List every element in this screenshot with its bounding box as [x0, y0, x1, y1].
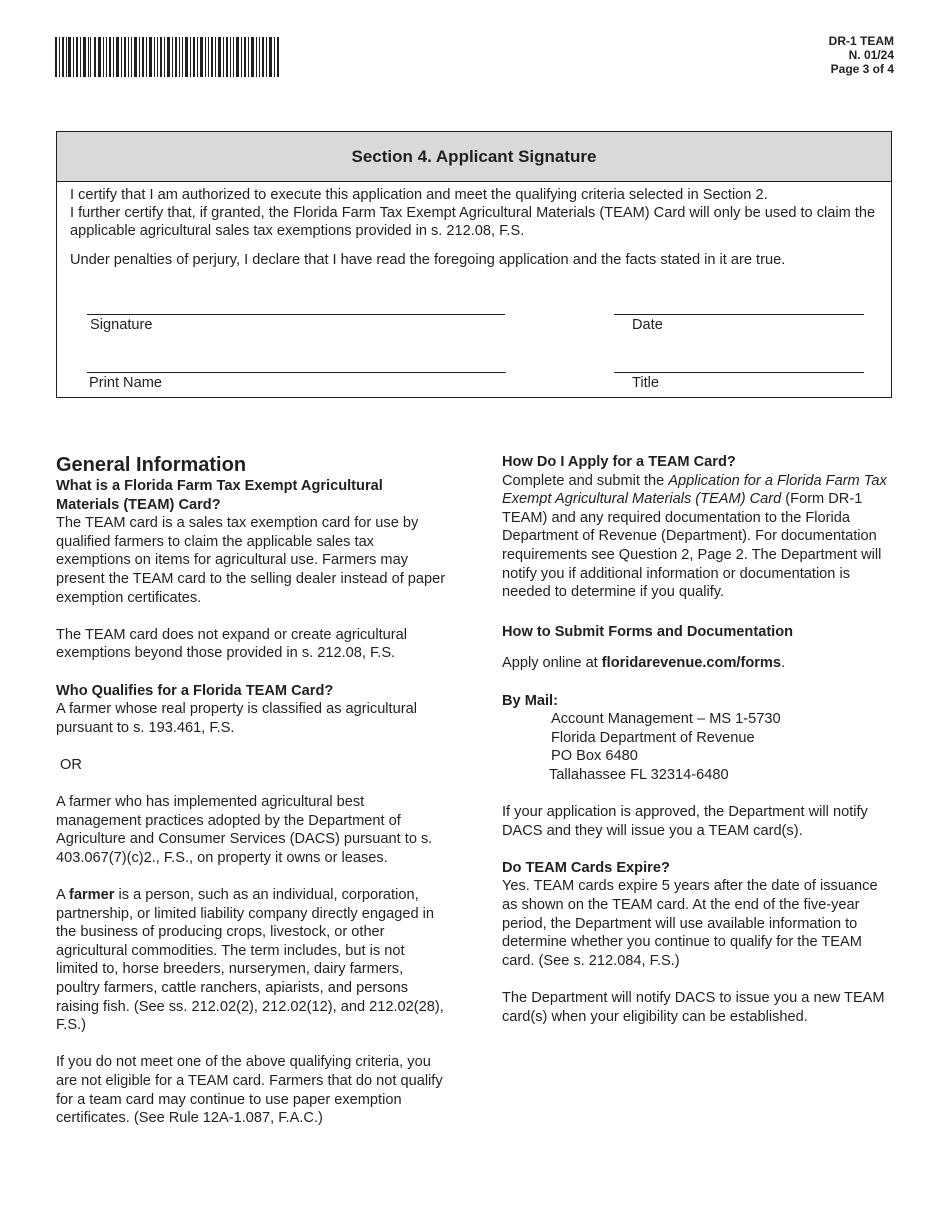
answer-how-to-apply: Complete and submit the Application for a Florida Farm Tax Exempt Agricultural Materials (TEAM) Card (Form DR-1 TEAM) and any required documentation to the Florida Department of Revenue (Department). For documentation requirements see Question 2, Page 2. The Department will notify you if additional information or documentation is needed to determine if you qualify.: [502, 472, 887, 601]
qualify-criterion-2: A farmer who has implemented agricultural best management practices adopted by the Department of Agriculture and Consumer Services (DACS) pursuant to s. 403.067(7)(c)2., F.S., on property it owns or leases.: [56, 794, 433, 866]
perjury-statement: Under penalties of perjury, I declare that I have read the foregoing application and the facts stated in it are true.: [70, 252, 786, 268]
date-field[interactable]: [614, 314, 864, 315]
signature-label: Signature: [90, 317, 153, 333]
question-cards-expire: Do TEAM Cards Expire?: [502, 859, 670, 876]
address-line-2: Florida Department of Revenue: [551, 729, 755, 746]
answer-what-is-team-card: The TEAM card is a sales tax exemption card for use by qualified farmers to claim the applicable sales tax exemptions on items for agricultural use. Farmers may present the TEAM card to the selling dealer instead of paper exemption certificates.: [56, 515, 446, 606]
qualify-criterion-1: A farmer whose real property is classified as agricultural pursuant to s. 193.461, F.S.: [56, 701, 417, 736]
farmer-definition: A farmer is a person, such as an individual, corporation, partnership, or limited liability company directly engaged in the business of producing crops, livestock, or other agricultural commodities. The term includes, but is not limited to, horse breeders, nurserymen, dairy farmers, poultry farmers, cattle ranchers, apiarists, and persons raising fish. (See ss. 212.02(2), 212.02(12), and 212.02(28), F.S.): [56, 887, 444, 1034]
approved-note: If your application is approved, the Department will notify DACS and they will issue you a TEAM card(s).: [502, 804, 868, 839]
form-code: DR-1 TEAM: [828, 34, 894, 48]
section-4-title: Section 4. Applicant Signature: [57, 132, 891, 182]
floridarevenue-link[interactable]: floridarevenue.com/forms: [601, 655, 782, 672]
title-field[interactable]: [614, 372, 864, 373]
mailing-address: [502, 710, 896, 784]
address-line-3: PO Box 6480: [551, 748, 638, 765]
question-how-to-submit: How to Submit Forms and Documentation: [502, 623, 794, 640]
application-title: Application for a Florida Farm Tax Exempt Agricultural Materials (TEAM) Card: [502, 472, 887, 508]
certification-line-2: I further certify that, if granted, the Florida Farm Tax Exempt Agricultural Materials (TEAM) Card will only be used to claim the applicable agricultural sales tax exemptions provided in s. 212.08, F.S.: [70, 205, 876, 239]
form-identifier: [829, 34, 894, 76]
question-how-to-apply: How Do I Apply for a TEAM Card?: [502, 454, 736, 470]
farmer-term: farmer: [68, 887, 115, 904]
or-separator: OR: [60, 756, 82, 773]
question-who-qualifies: Who Qualifies for a Florida TEAM Card?: [56, 682, 334, 699]
answer-cards-expire: Yes. TEAM cards expire 5 years after the date of issuance as shown on the TEAM card. At the end of the five-year period, the Department will use available information to determine whether you continue to qualify for the TEAM card. (See s. 212.084, F.S.): [502, 878, 878, 969]
not-eligible-note: If you do not meet one of the above qualifying criteria, you are not eligible for a TEAM card. Farmers that do not qualify for a team card may continue to use paper exemption certificates. (See Rule 12A-1.087, F.A.C.): [56, 1054, 443, 1127]
by-mail-heading: By Mail:: [502, 692, 558, 709]
general-information-right-column: [502, 453, 896, 1026]
print-name-label: Print Name: [89, 375, 162, 391]
certification-text: [57, 182, 891, 269]
page-number: Page 3 of 4: [830, 62, 894, 76]
answer-team-card-scope: The TEAM card does not expand or create agricultural exemptions beyond those provided in s. 212.08, F.S.: [56, 626, 407, 662]
certification-line-1: I certify that I am authorized to execute this application and meet the qualifying criteria selected in Section 2.: [70, 187, 768, 203]
general-information-heading: General Information: [56, 454, 247, 476]
renewal-note: The Department will notify DACS to issue you a new TEAM card(s) when your eligibility can be established.: [502, 990, 885, 1025]
date-label: Date: [632, 317, 663, 333]
address-line-1: Account Management – MS 1-5730: [551, 711, 781, 728]
print-name-field[interactable]: [87, 372, 506, 373]
form-revision: N. 01/24: [848, 48, 894, 62]
question-what-is-team-card: What is a Florida Farm Tax Exempt Agricultural Materials (TEAM) Card?: [56, 478, 383, 513]
apply-online-text: Apply online at floridarevenue.com/forms.: [502, 655, 786, 672]
general-information-left-column: [56, 453, 448, 1128]
section-4-applicant-signature: [56, 131, 892, 398]
address-line-4: Tallahassee FL 32314-6480: [549, 766, 729, 783]
barcode-icon: [55, 37, 279, 77]
signature-field[interactable]: [87, 314, 505, 315]
title-label: Title: [632, 375, 660, 391]
